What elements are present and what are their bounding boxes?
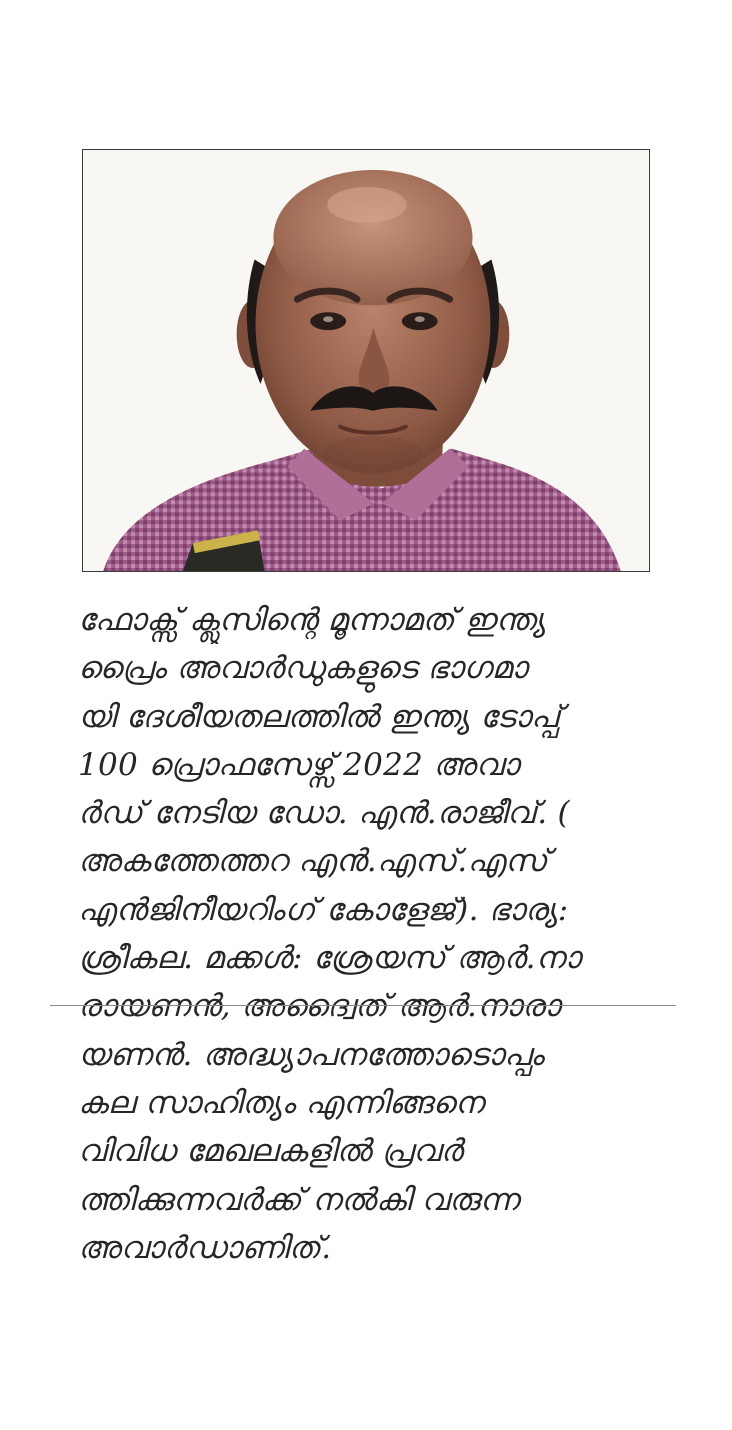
caption-line: രായണൻ, അദ്വൈത് ആർ.നാരാ (78, 988, 561, 1025)
caption-line: ശ്രീകല. മക്കൾ: ശ്രേയസ് ആർ.നാ (78, 940, 581, 977)
caption-line: പ്രൈം അവാർഡുകളുടെ ഭാഗമാ (78, 650, 528, 687)
caption-line: കല സാഹിത്യം എന്നിങ്ങനെ (78, 1084, 484, 1121)
caption-line: ത്തിക്കുന്നവർക്ക് നൽകി വരുന്ന (78, 1181, 520, 1218)
caption-line: വിവിധ മേഖലകളിൽ പ്രവർ (78, 1133, 463, 1170)
caption-line: ർഡ് നേടിയ ഡോ. എൻ.രാജീവ്. ( (78, 795, 570, 832)
caption-line: എൻജിനീയറിംഗ് കോളേജ്). ഭാര്യ: (78, 891, 569, 928)
caption-text (78, 596, 658, 1272)
portrait-illustration (83, 150, 649, 571)
portrait-photo (82, 149, 650, 572)
caption-line: അവാർഡാണിത്. (78, 1229, 332, 1266)
caption-line: യണൻ. അദ്ധ്യാപനത്തോടൊപ്പം (78, 1036, 544, 1073)
caption-line: 100 പ്രൊഫസേഴ്സ് 2022 അവാ (78, 746, 519, 783)
caption-line: യി ദേശീയതലത്തിൽ ഇന്ത്യ ടോപ്പ് (78, 698, 561, 735)
divider-rule (50, 1005, 676, 1006)
caption-line: അകത്തേത്തറ എൻ.എസ്.എസ് (78, 843, 548, 880)
caption-line: ഫോക്സ് ക്ലൂസിന്റെ മൂന്നാമത് ഇന്ത്യ (78, 602, 546, 638)
